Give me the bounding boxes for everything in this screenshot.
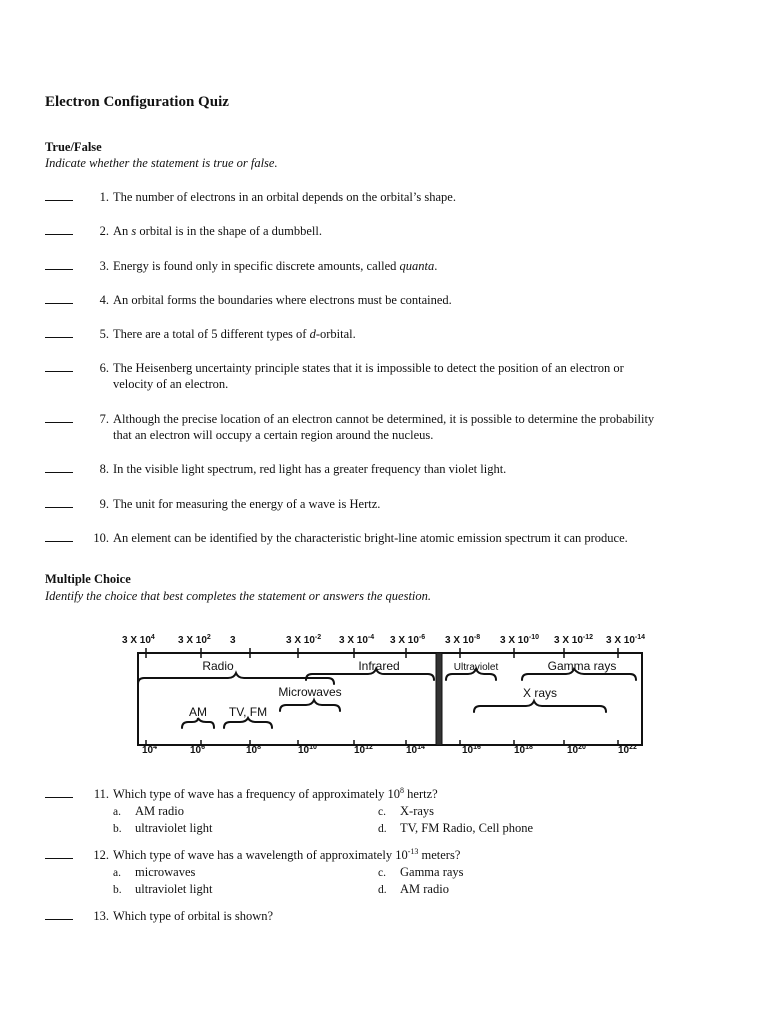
- frequency-label: $10^8$: [246, 744, 262, 756]
- frequency-label: $10^{20}$: [567, 744, 586, 756]
- answer-blank[interactable]: [45, 461, 73, 473]
- option-12a[interactable]: a. microwaves: [113, 865, 196, 879]
- option-12d[interactable]: d. AM radio: [378, 882, 449, 896]
- multiple-choice-heading: Multiple Choice: [45, 572, 131, 586]
- frequency-label: $10^4$: [142, 744, 158, 756]
- question-number: 10.: [93, 531, 109, 545]
- answer-blank[interactable]: [45, 908, 73, 920]
- radio-brace: [138, 673, 334, 684]
- question-text: An s orbital is in the shape of a dumbbell.: [113, 224, 323, 238]
- question-text: Although the precise location of an electron cannot be determined, it is possible to determine the probability that an electron will occupy a certain region around the nucleus.: [113, 412, 655, 442]
- frequency-label: $10^{12}$: [354, 744, 373, 756]
- question-number: 9.: [99, 497, 109, 511]
- question-number: 7.: [99, 412, 109, 426]
- question-number: 3.: [99, 259, 109, 273]
- x-rays-label: X rays: [522, 686, 558, 700]
- question-text: The number of electrons in an orbital depends on the orbital’s shape.: [113, 190, 456, 204]
- wavelength-label: 3 X $10^{-14}$: [606, 634, 646, 646]
- question-text: There are a total of 5 different types of d-orbital.: [113, 327, 356, 341]
- frequency-label: $10^{18}$: [514, 744, 533, 756]
- question-number: 13.: [93, 909, 109, 923]
- infrared-label: Infrared: [358, 659, 400, 673]
- answer-blank[interactable]: [45, 223, 73, 235]
- answer-blank[interactable]: [45, 496, 73, 508]
- wavelength-label: 3 X $10^{-6}$: [390, 634, 426, 646]
- question-text: Energy is found only in specific discrete amounts, called quanta.: [113, 259, 438, 273]
- answer-blank[interactable]: [45, 530, 73, 542]
- tv-fm-label: TV, FM: [228, 705, 268, 719]
- gamma-rays-label: Gamma rays: [547, 659, 617, 673]
- wavelength-label: 3 X $10^{-10}$: [500, 634, 540, 646]
- radio-label: Radio: [202, 659, 234, 673]
- answer-blank[interactable]: [45, 189, 73, 201]
- question-number: 1.: [99, 190, 109, 204]
- tv-fm-brace: [224, 718, 272, 728]
- wavelength-label: 3 X $10^{-12}$: [554, 634, 594, 646]
- frequency-label: $10^{16}$: [462, 744, 481, 756]
- microwaves-brace: [280, 700, 340, 711]
- answer-blank[interactable]: [45, 847, 73, 859]
- question-number: 2.: [99, 224, 109, 238]
- question-text: Which type of wave has a frequency of approximately $10^8$ hertz?: [113, 785, 438, 801]
- question-text: The Heisenberg uncertainty principle states that it is impossible to detect the position of an electron or velocity of an electron.: [113, 361, 624, 391]
- answer-blank[interactable]: [45, 360, 73, 372]
- am-brace: [182, 718, 214, 728]
- wavelength-label: 3 X $10^{-8}$: [445, 634, 481, 646]
- ultraviolet-label: Ultraviolet: [453, 662, 499, 673]
- wavelength-label: 3 X $10^{-2}$: [286, 634, 322, 646]
- question-text: An element can be identified by the characteristic bright-line atomic emission spectrum it can produce.: [113, 531, 628, 545]
- answer-blank[interactable]: [45, 258, 73, 270]
- page-title: Electron Configuration Quiz: [45, 94, 229, 110]
- question-number: 12.: [93, 848, 109, 862]
- true-false-heading: True/False: [45, 140, 102, 154]
- microwaves-label: Microwaves: [278, 685, 342, 699]
- wavelength-label: 3 X $10^{-4}$: [339, 634, 375, 646]
- wavelength-label: 3 X $10^4$: [122, 634, 155, 646]
- answer-blank[interactable]: [45, 786, 73, 798]
- wavelength-label: 3: [230, 635, 236, 646]
- am-label: AM: [189, 705, 207, 719]
- answer-blank[interactable]: [45, 292, 73, 304]
- frequency-label: $10^{10}$: [298, 744, 317, 756]
- spectrum-divider: [436, 653, 442, 745]
- answer-blank[interactable]: [45, 326, 73, 338]
- question-number: 5.: [99, 327, 109, 341]
- option-12b[interactable]: b. ultraviolet light: [113, 882, 213, 896]
- multiple-choice-instruction: Identify the choice that best completes the statement or answers the question.: [45, 589, 432, 603]
- electromagnetic-spectrum-diagram: [108, 628, 648, 758]
- question-number: 8.: [99, 462, 109, 476]
- option-11a[interactable]: a. AM radio: [113, 804, 184, 818]
- question-text: An orbital forms the boundaries where electrons must be contained.: [113, 293, 452, 307]
- question-text: In the visible light spectrum, red light has a greater frequency than violet light.: [113, 462, 507, 476]
- option-12c[interactable]: c. Gamma rays: [378, 865, 464, 879]
- question-number: 6.: [99, 361, 109, 375]
- question-number: 4.: [99, 293, 109, 307]
- option-11b[interactable]: b. ultraviolet light: [113, 821, 213, 835]
- frequency-label: $10^{14}$: [406, 744, 425, 756]
- option-11d[interactable]: d. TV, FM Radio, Cell phone: [378, 821, 534, 835]
- question-number: 11.: [93, 787, 109, 801]
- frequency-label: $10^6$: [190, 744, 206, 756]
- frequency-label: $10^{22}$: [618, 744, 637, 756]
- wavelength-label: 3 X $10^2$: [178, 634, 211, 646]
- true-false-instruction: Indicate whether the statement is true or false.: [45, 156, 278, 170]
- question-text: The unit for measuring the energy of a wave is Hertz.: [113, 497, 381, 511]
- question-text: Which type of wave has a wavelength of approximately $10^{-13}$ meters?: [113, 846, 461, 862]
- option-11c[interactable]: c. X-rays: [378, 804, 435, 818]
- question-text: Which type of orbital is shown?: [113, 909, 274, 923]
- x-rays-brace: [474, 701, 606, 712]
- answer-blank[interactable]: [45, 411, 73, 423]
